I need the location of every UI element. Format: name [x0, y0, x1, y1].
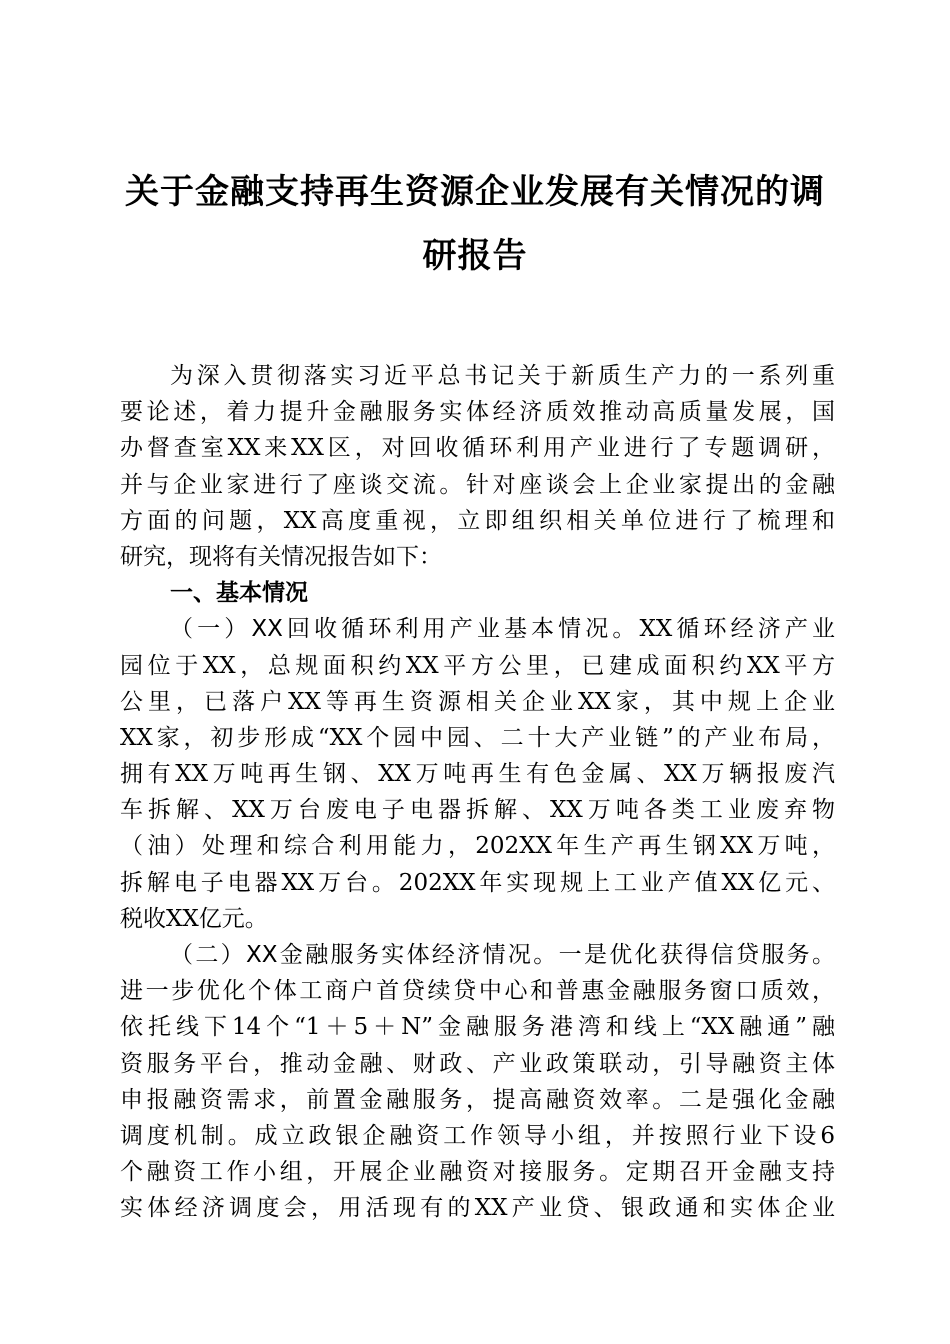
intro-line: 研究，现将有关情况报告如下： — [120, 543, 442, 570]
subsection-2-line: 进一步优化个体工商户首贷续贷中心和普惠金融服务窗口质效， — [120, 978, 835, 1005]
subsection-2-heading: （二）XX金融服务实体经济情况。 — [170, 942, 559, 968]
subsection-2-line: 申报融资需求，前置金融服务，提高融资效率。二是强化金融 — [120, 1086, 835, 1113]
subsection-2-line: 实体经济调度会，用活现有的XX产业贷、银政通和实体企业 — [120, 1195, 835, 1222]
subsection-1-line: 公里，已落户XX等再生资源相关企业XX家，其中规上企业 — [120, 688, 835, 715]
document-title — [110, 160, 840, 288]
subsection-2-line: 依托线下14个“1＋5＋N”金融服务港湾和线上“XX融通”融 — [120, 1014, 835, 1041]
subsection-2-first-text: 一是优化获得信贷服务。 — [558, 942, 836, 968]
subsection-1-line: 税收XX亿元。 — [120, 905, 268, 932]
subsection-1-line: （油）处理和综合利用能力，202XX年生产再生钢XX万吨， — [120, 833, 835, 860]
subsection-2-line: 资服务平台，推动金融、财政、产业政策联动，引导融资主体 — [120, 1050, 835, 1077]
subsection-1-first-line — [120, 611, 835, 647]
subsection-1-heading: （一）XX回收循环利用产业基本情况。 — [170, 616, 640, 643]
subsection-1-line: 车拆解、XX万台废电子电器拆解、XX万吨各类工业废弃物 — [120, 797, 835, 824]
intro-line: 并与企业家进行了座谈交流。针对座谈会上企业家提出的金融 — [120, 471, 835, 498]
title-line-1: 关于金融支持再生资源企业发展有关情况的调 — [125, 172, 825, 212]
subsection-1-line: 园位于XX，总规面积约XX平方公里，已建成面积约XX平方 — [120, 652, 835, 679]
intro-line: 为深入贯彻落实习近平总书记关于新质生产力的一系列重 — [170, 363, 835, 389]
title-line-2: 研报告 — [422, 236, 528, 276]
subsection-2-line: 调度机制。成立政银企融资工作领导小组，并按照行业下设6 — [120, 1122, 835, 1149]
intro-line: 要论述，着力提升金融服务实体经济质效推动高质量发展，国 — [120, 399, 835, 426]
subsection-1-paragraph — [120, 611, 835, 937]
intro-line: 办督查室XX来XX区，对回收循环利用产业进行了专题调研， — [120, 435, 835, 462]
subsection-2-paragraph — [120, 937, 835, 1227]
subsection-2-first-line — [120, 937, 835, 973]
intro-paragraph — [120, 358, 835, 575]
section-heading-basic-situation: 一、基本情况 — [170, 580, 308, 607]
subsection-1-first-text: XX循环经济产业 — [639, 616, 836, 643]
subsection-1-line: XX家，初步形成“XX个园中园、二十大产业链”的产业布局， — [120, 724, 835, 751]
subsection-2-line: 个融资工作小组，开展企业融资对接服务。定期召开金融支持 — [120, 1159, 835, 1186]
subsection-1-line: 拥有XX万吨再生钢、XX万吨再生有色金属、XX万辆报废汽 — [120, 761, 835, 788]
subsection-1-line: 拆解电子电器XX万台。202XX年实现规上工业产值XX亿元、 — [120, 869, 835, 896]
document-body — [120, 358, 835, 1227]
intro-line: 方面的问题，XX高度重视，立即组织相关单位进行了梳理和 — [120, 507, 835, 534]
